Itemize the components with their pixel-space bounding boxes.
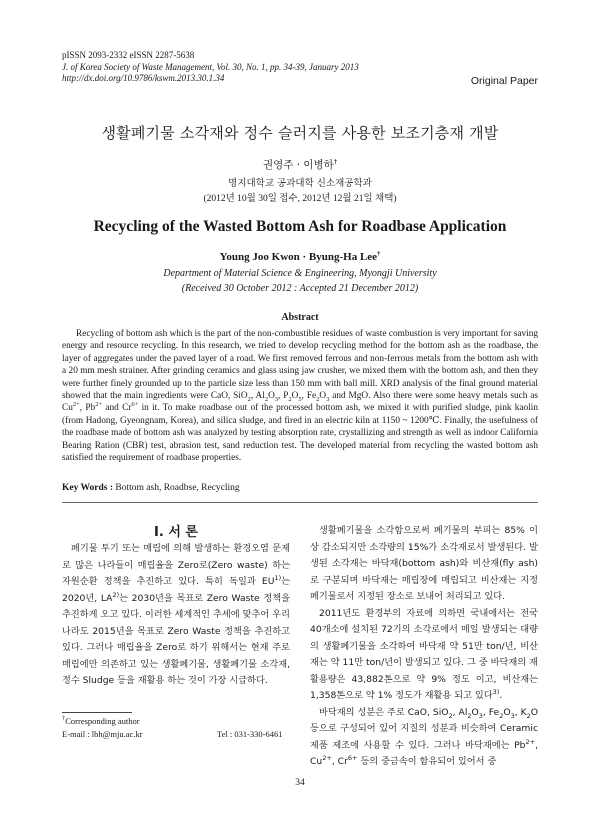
english-dates: (Received 30 October 2012 : Accepted 21 December 2012) [181, 283, 419, 294]
abstract-body: Recycling of bottom ash which is the part of the non-combustible residues of waste combustion is very important for saving energy and resource recycling. In this research, we tried to develop recycling method for the bottom ash as the roadbase, the layer of aggregates under the paved layer of a road. We first removed ferrous and non-ferrous metals from the bottom ash with a 20 mm mesh strainer. After grinding ceramics and glass using jaw crusher, we mixed them with the bottom ash, and then they were further finely grounded up to the particle size less than 150 mm with ball mill. XRD analysis of the final ground material showed that the main ingredients were CaO, SiO$_2$, $Al_2O_3$, $P_2O_5$, $Fe_2O_3$ and MgO. Also there were some heavy metals such as $Cu^{2+}$, $Pb^{2+}$ and $Cr^{6+}$ in it. To make roadbase out of the processed bottom ash, we mixed it with purified sludge, pink kaolin (from Hadong, Gyeongnam, Korea), and silica sludge, and fired in an electric kiln at 1150 ~ 1200℃. Finally, the usefulness of the roadbase made of bottom ash was analyzed by testing absorption rate, crystallizing and strength as well as indoor California Bearing Ration (CBR) test, abrasion test, sand reduction test. The developed material from recycling the wasted bottom ash satisfied the requirement of roadbase properties. [62, 329, 539, 464]
intro-paragraph-4: 바닥재의 성분은 주로 CaO, SiO$_2$, $Al_2O_3$, $Fe_2O_3$, $K_2O$ 등으로 구성되어 있어 지질의 성분과 비슷하여 Ceramic 제품 제조에 사용할 수 있다. 그러나 바닥재에는 $Pb^{2+}$, $Cu^{2+}$, $Cr^{6+}$ 등의 중금속이 함유되어 있어서 중 [310, 706, 538, 767]
footnote-contact [62, 729, 290, 739]
intro-paragraph-2: 생활폐기물을 소각함으로써 폐기물의 부피는 85% 이상 감소되지만 소각량의 15%가 소각재로서 발생된다. 발생된 소각재는 바닥재(bottom ash)와 비산재(fly ash)로 구분되며 바닥재는 매립장에 매립되고 비산재는 지정폐기물로서 지정된 장소로 보내어 처리되고 있다. [310, 525, 538, 602]
korean-authors [0, 157, 600, 172]
abstract-heading: Abstract [281, 312, 319, 323]
journal-header [62, 50, 359, 85]
korean-affiliation: 명지대학교 공과대학 신소재공학과 [228, 178, 372, 189]
korean-title: 생활폐기물 소각재와 정수 슬러지를 사용한 보조기층재 개발 [101, 124, 499, 142]
footnote-tel: Tel : 031-330-6461 [217, 729, 283, 739]
section-divider [62, 502, 538, 503]
issn-line: pISSN 2093-2332 eISSN 2287-5638 [62, 50, 195, 60]
footnote-email[interactable]: E-mail : lbh@mju.ac.kr [62, 729, 143, 739]
korean-author-mark: † [333, 157, 338, 166]
english-title: Recycling of the Wasted Bottom Ash for Roadbase Application [93, 218, 507, 235]
section-heading: I. 서 론 [154, 525, 198, 540]
page-number: 34 [295, 778, 305, 788]
right-column-body [310, 523, 538, 771]
english-affiliation: Department of Material Science & Engineering, Myongji University [163, 268, 437, 279]
footnote-rule [62, 712, 132, 713]
keywords-text: Bottom ash, Roadbse, Recycling [113, 483, 240, 493]
article-type: Original Paper [470, 75, 538, 87]
intro-paragraph-3: 2011년도 환경부의 자료에 의하면 국내에서는 전국 40개소에 설치된 72기의 소각로에서 매일 발생되는 대량의 생활폐기물을 소각하여 바닥재 약 51만 ton/년, 비산재는 약 11만 ton/년이 발생되고 있다. 그 중 바닥재의 재활용량은 43,882톤으로 약 9% 정도 이고, 비산재는 1,358톤으로 약 1% 정도가 재활용 되고 있다$^{3)}$. [310, 607, 538, 701]
doi-link[interactable]: http://dx.doi.org/10.9786/kswm.2013.30.1.34 [62, 73, 225, 83]
intro-paragraph-1: 폐기물 투기 또는 매립에 의해 발생하는 환경오염 문제로 많은 나라들이 매립율을 Zero로(Zero waste) 하는 자원순환 정책을 추진하고 있다. 특히 독일과 EU$^{1)}$는 2020년, LA$^{2)}$는 2030년을 목표로 Zero Waste 정책을 추진하게 오고 있다. 이러한 세계적인 추세에 맞추어 우리나라도 2015년을 목표로 Zero Waste 정책을 추진하고 있다. 그러나 매립율을 Zero로 하기 위해서는 현재 주로 매립에만 의존하고 있는 생활폐기물, 생활폐기물 소각재, 정수 Sludge 등을 재활용 하는 것이 가장 시급하다. [62, 543, 290, 686]
keywords-label: Key Words : [62, 483, 114, 493]
journal-citation: J. of Korea Society of Waste Management, Vol. 30, No. 1, pp. 34-39, January 2013 [62, 61, 359, 72]
korean-author-names: 권영주 · 이병하 [262, 159, 334, 171]
english-authors [0, 251, 600, 263]
left-column-body [62, 541, 290, 690]
keywords [62, 483, 240, 493]
korean-dates: (2012년 10월 30일 접수, 2012년 12월 21일 채택) [203, 194, 397, 204]
english-author-mark: † [377, 250, 381, 258]
footnote-corresponding: †Corresponding author [62, 715, 140, 726]
english-author-names: Young Joo Kwon · Byung-Ha Lee [219, 251, 378, 263]
